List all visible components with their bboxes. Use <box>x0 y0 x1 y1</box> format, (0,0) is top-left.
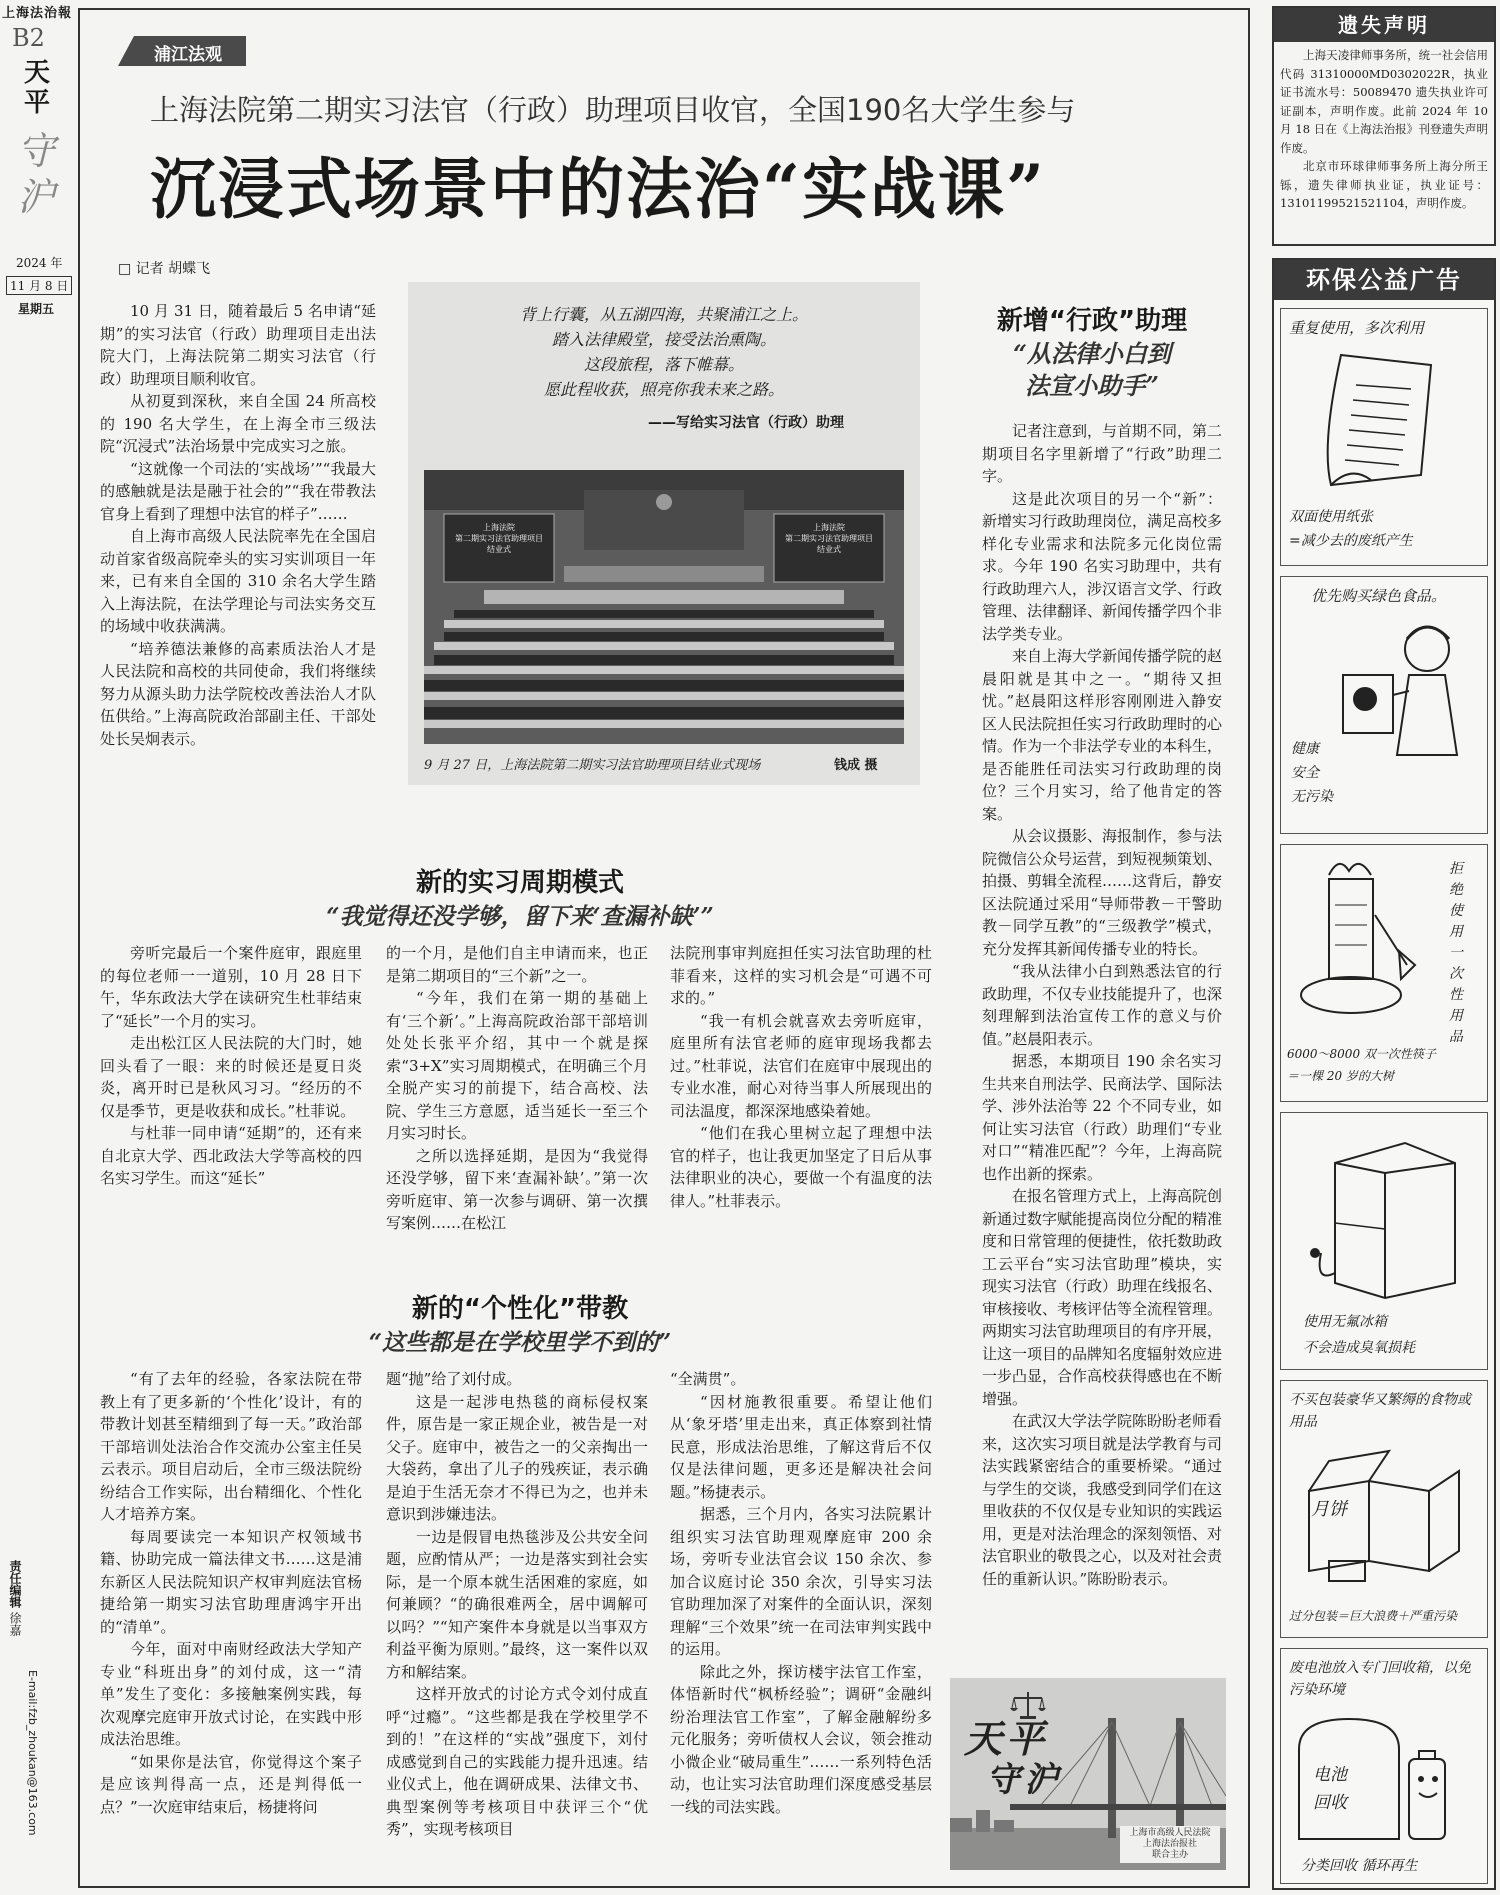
intro-paragraph: 从初夏到深秋，来自全国 24 所高校的 190 名大学生，在上海全市三级法院“沉浸式”法治场景中完成实习之旅。 <box>100 392 376 455</box>
section3-paragraph: “全满贯”。 <box>670 1370 746 1388</box>
poem-line: 背上行囊，从五湖四海，共聚浦江之上。 <box>519 305 808 324</box>
byline: □ 记者 胡蝶飞 <box>118 261 211 277</box>
bin-label: 电池 回收 <box>1313 1765 1347 1813</box>
section2-paragraph: 与杜菲一同申请“延期”的，还有来自北京大学、西北政法大学等高校的四名实习学生。而这“延长” <box>100 1124 362 1187</box>
eco-panel-caption: 过分包装＝巨大浪费＋严重污染 <box>1289 1609 1458 1623</box>
section-title-art: 守沪 <box>16 129 55 219</box>
photo-screen-line: 结业式 <box>487 545 511 554</box>
eco-ad <box>1272 258 1496 1890</box>
section3-paragraph: “如果你是法官，你觉得这个案子是应该判得高一点，还是判得低一点？”一次庭审结束后，杨捷将问 <box>100 1752 362 1816</box>
eco-ad-title: 环保公益广告 <box>1274 260 1494 300</box>
issue-date: 11 月 8 日 <box>6 276 72 295</box>
section2-heading: 新的实习周期模式 <box>415 868 624 898</box>
right-article-paragraph: 这是此次项目的另一个“新”：新增实习行政助理岗位，满足高校多样化专业需求和法院多元化岗位需求。今年 190 名实习助理中，共有行政助理六人，涉汉语言文学、行政管理、法律翻译、新闻传播学四个非法学类专业。 <box>982 489 1223 643</box>
right-article-paragraph: 在武汉大学法学院陈盼盼老师看来，这次实习项目就是法学教育与司法实践紧密结合的重要桥梁。“通过与学生的交谈，我感受到同学们在这里收获的不仅仅是专业知识的实践运用，更是对法治理念的深刻领悟、对法官职业的敬畏之心，以及对社会责任的重新认识。”陈盼盼表示。 <box>982 1412 1223 1588</box>
section3-heading: 新的“个性化”带教 <box>411 1294 629 1324</box>
box-label: 月饼 <box>1311 1499 1347 1520</box>
column-logo-box <box>950 1678 1226 1870</box>
logo-org-line: 联合主办 <box>1151 1850 1188 1860</box>
section3-paragraph: 今年，面对中南财经政法大学知产专业“科班出身”的刘付成，这一“清单”发生了变化：多接触案例实践，每次观摩完庭审开放式讨论，在实践中形成法治思维。 <box>100 1640 362 1748</box>
section2-paragraph: 走出松江区人民法院的大门时，她回头看了一眼：来的时候还是夏日炎炎，离开时已是秋风习习。“经历的不仅是季节，更是收获和成长。”杜菲说。 <box>100 1034 362 1120</box>
section3-paragraph: 每周要读完一本知识产权领域书籍、协助完成一篇法律文书……这是浦东新区人民法院知识产权审判庭法官杨捷给第一期实习法官助理唐鸿宇开出的“清单”。 <box>100 1527 362 1636</box>
intro-column <box>100 300 376 750</box>
editor-name: 徐嘉 <box>8 1611 22 1636</box>
photo-screen-right <box>778 522 880 555</box>
section3-column-2 <box>386 1368 648 1841</box>
poem <box>428 302 900 402</box>
poem-photo-box <box>408 282 920 785</box>
section-tag-label: 浦江法观 <box>154 45 222 65</box>
section2-paragraph: “我一有机会就喜欢去旁听庭审，庭里所有法官老师的庭审现场我都去过。”杜菲说，法官们在庭审中展现出的专业水准，耐心对待当事人所展现出的司法温度，都深深地感染着她。 <box>670 1011 932 1120</box>
intro-paragraph: 自上海市高级人民法院率先在全国启动首家省级高院牵头的实习实训项目一年来，已有来自全国的 310 余名大学生踏入上海法院，在法学理论与司法实务交互的场域中收获满满。 <box>100 527 376 635</box>
photo-screen-line: 第二期实习法官助理项目 <box>785 534 873 543</box>
logo-org-line: 上海市高级人民法院 <box>1129 1828 1211 1838</box>
logo-title-a: 天平 <box>964 1716 1049 1761</box>
editor-email: E-mail:fzb_zhoukan@163.com <box>26 1670 39 1836</box>
intro-paragraph: “这就像一个司法的‘实战场’”“我最大的感触就是法是融于社会的”“我在带教法官身上看到了理想中法官的样子”…… <box>100 459 376 523</box>
eco-panel-caption: 优先购买绿色食品。 <box>1311 587 1447 605</box>
section2-paragraph: 的一个月，是他们自主申请而来，也正是第二期项目的“三个新”之一。 <box>386 944 648 985</box>
photo-credit: 钱成 摄 <box>834 758 878 773</box>
headline-main: 沉浸式场景中的法治“实战课” <box>150 150 1046 228</box>
section3-paragraph: 一边是假冒电热毯涉及公共安全问题，应酌情从严；一边是落实到社会实际，是一个原本就生活困难的家庭，如何兼顾？“的确很难两全，居中调解可以吗？”“知产案件本身就是以当事双方利益平衡为原则。”最终，这一案件以双方和解结案。 <box>386 1527 648 1681</box>
eco-panel-battery <box>1280 1648 1488 1884</box>
right-article-paragraph: “我从法律小白到熟悉法官的行政助理，不仅专业技能提升了，也深刻理解到法治宣传工作的意义与价值。”赵晨阳表示。 <box>982 962 1223 1048</box>
section3-paragraph: 除此之外，探访楼宇法官工作室，体悟新时代“枫桥经验”；调研“金融纠纷治理法官工作室”，了解金融解纷多元化服务；旁听债权人会议，领会推动小微企业“破局重生”……一系列特色活动，也让实习法官助理们深度感受基层一线的司法实践。 <box>670 1662 932 1816</box>
right-article-paragraph: 在报名管理方式上，上海高院创新通过数字赋能提高岗位分配的精准度和日常管理的便捷性，依托数助政工云平台“实习法官助理”模块，实现实习法官（行政）助理在线报名、审核接收、考核评估等全流程管理。两期实习法官助理项目的有序开展，让这一项目的品牌知名度辐射效应进一步凸显，合作高校获得感也在不断增强。 <box>982 1187 1223 1408</box>
section2-column-2 <box>386 942 648 1235</box>
lost-notice-item: 北京市环球律师事务所上海分所王铄，遗失律师执业证，执业证号：13101199521521104，声明作废。 <box>1280 159 1488 210</box>
section-title-big: 天平 <box>23 58 50 118</box>
section2-paragraph: “今年，我们在第一期的基础上有‘三个新’。”上海高院政治部干部培训处处长张平介绍，其中一个就是探索“3+X”实习周期模式，在明确三个月全脱产实习的前提下，结合高校、法院、学生三方意愿，适当延长一至三个月实习时长。 <box>386 989 648 1142</box>
lost-notice-item: 上海天凌律师事务所，统一社会信用代码 31310000MD0302022R，执业证书流水号：50089470 遗失执业许可证副本，声明作废。此前 2024 年 10 月 18 日在《上海法治报》刊登遗失声明作废。 <box>1280 48 1488 155</box>
eco-panel-caption: 分类回收 循环再生 <box>1301 1858 1418 1874</box>
eco-panel-stump <box>1280 844 1488 1102</box>
right-article-paragraph: 记者注意到，与首期不同，第二期项目名字里新增了“行政”助理二字。 <box>982 422 1223 485</box>
eco-panel-shopper <box>1280 576 1488 834</box>
photo-screen-line: 上海法院 <box>813 523 845 532</box>
section2-paragraph: “他们在我心里树立起了理想中法官的样子，也让我更加坚定了日后从事法律职业的决心，要做一个有温度的法律人。”杜菲表示。 <box>670 1124 932 1210</box>
logo-org <box>1120 1826 1220 1863</box>
right-article-quote <box>980 338 1204 402</box>
section2-paragraph: 旁听完最后一个案件庭审，跟庭里的每位老师一一道别，10 月 28 日下午，华东政法大学在读研究生杜菲结束了“延长”一个月的实习。 <box>100 944 362 1030</box>
section3-paragraph: “因材施教很重要。希望让他们从‘象牙塔’里走出来，真正体察到社情民意，形成法治思维，了解这背后不仅仅是法律问题，更多还是解决社会问题。”杨捷表示。 <box>670 1392 932 1501</box>
section2-paragraph: 法院刑事审判庭担任实习法官助理的杜菲看来，这样的实习机会是“可遇不可求的。” <box>670 944 932 1007</box>
lost-notice-title: 遗失声明 <box>1274 8 1494 42</box>
eco-panel-caption: 6000～8000 双一次性筷子 ＝一棵 20 岁的大树 <box>1287 1047 1436 1083</box>
eco-panel-caption: 双面使用纸张 =减少去的废纸产生 <box>1289 509 1413 549</box>
page-number: B2 <box>12 24 45 52</box>
lost-notice-body <box>1274 42 1494 217</box>
eco-panel-paper <box>1280 308 1488 566</box>
section2-paragraph: 之所以选择延期，是因为“我觉得还没学够，留下来‘查漏补缺’。”第一次旁听庭审、第一次参与调研、第一次撰写案例……在松江 <box>386 1146 648 1232</box>
issue-weekday: 星期五 <box>18 302 55 316</box>
logo-title-b: 守沪 <box>986 1760 1062 1800</box>
intro-paragraph: “培养德法兼修的高素质法治人才是人民法院和高校的共同使命，我们将继续努力从源头助力法学院校改善法治人才队伍供给。”上海高院政治部副主任、干部处处长吴炯表示。 <box>100 639 376 748</box>
right-article-paragraph: 来自上海大学新闻传播学院的赵晨阳就是其中之一。“期待又担忧。”赵晨阳这样形容刚刚进入静安区人民法院担任实习行政助理时的心情。作为一个非法学专业的本科生，是否能胜任司法实习行政助理的岗位？三个月实习，给了他肯定的答案。 <box>982 647 1223 823</box>
section3-paragraph: 题“抛”给了刘付成。 <box>386 1370 522 1388</box>
poem-line: 踏入法律殿堂，接受法治熏陶。 <box>551 330 776 349</box>
intro-paragraph: 10 月 31 日，随着最后 5 名申请“延期”的实习法官（行政）助理项目走出法院大门，上海法院第二期实习法官（行政）助理项目顺利收官。 <box>100 302 376 388</box>
poem-line: 愿此程收获，照亮你我未来之路。 <box>543 380 784 399</box>
masthead-strip <box>0 0 74 1895</box>
tree-stump-icon <box>1289 855 1419 1025</box>
section3-paragraph: 这样开放式的讨论方式令刘付成直呼“过瘾”。“这些都是我在学校里学不到的！”在这样的“实战”强度下，刘付成感觉到自己的实践能力提升迅速。结业仪式上，他在调研成果、法律文书、典型案例等考核项目中获评三个“优秀”，实现考核项目 <box>386 1685 648 1838</box>
fridge-icon <box>1295 1133 1475 1303</box>
editor-label <box>8 1560 22 1636</box>
section3-column-3 <box>670 1368 932 1818</box>
photo-screen-line: 第二期实习法官助理项目 <box>455 534 543 543</box>
ceremony-photo <box>424 470 904 744</box>
lost-notice <box>1272 6 1496 246</box>
poem-signature: ——写给实习法官（行政）助理 <box>648 415 844 431</box>
eco-panel-caption: 重复使用，多次利用 <box>1289 319 1425 337</box>
eco-panel-caption: 拒绝使用一次性用品 <box>1449 861 1463 1045</box>
section-tag <box>118 36 246 66</box>
right-article-heading: 新增“行政”助理 <box>996 306 1188 336</box>
eco-panel-caption: 健康 安全 无污染 <box>1291 741 1333 805</box>
section2-column-1 <box>100 942 362 1190</box>
eco-panel-caption: 废电池放入专门回收箱，以免污染环境 <box>1289 1660 1471 1698</box>
section3-paragraph: 这是一起涉电热毯的商标侵权案件，原告是一家正规企业，被告是一对父子。庭审中，被告之一的父亲掏出一大袋药，拿出了儿子的残疾证，表示确是迫于生活无奈才不得已为之，也并未意识到涉嫌违法。 <box>386 1392 648 1523</box>
eco-panel-caption: 不买包装豪华又繁缛的食物或用品 <box>1289 1392 1471 1430</box>
right-article-quote-line: “从法律小白到 <box>1013 339 1171 368</box>
issue-year: 2024 年 <box>16 256 63 270</box>
section3-paragraph: “有了去年的经验，各家法院在带教上有了更多新的‘个性化’设计，有的带教计划甚至精细到了每一天。”政治部干部培训处法治合作交流办公室主任吴云表示。项目启动后，全市三级法院纷纷结合工作实际，出台精细化、个性化人才培养方案。 <box>100 1370 362 1523</box>
paper-icon <box>1311 345 1461 495</box>
right-article-paragraph: 从会议摄影、海报制作，参与法院微信公众号运营，到短视频策划、拍摄、剪辑全流程……这背后，静安区法院通过采用“导师带教－干警助教－同学互教”的“三级教学”模式，充分发挥其新闻传播专业的特长。 <box>982 827 1223 958</box>
photo-screen-line: 上海法院 <box>483 523 515 532</box>
right-article-paragraph: 据悉，本期项目 190 余名实习生共来自刑法学、民商法学、国际法学、涉外法治等 22 个不同专业，如何让实习法官（行政）助理们“专业对口”“精准匹配”？今年，上海高院也作出新的探索。 <box>982 1052 1223 1183</box>
section3-paragraph: 据悉，三个月内，各实习法院累计组织实习法官助理观摩庭审 200 余场，旁听专业法官会议 150 余次、参加合议庭讨论 350 余次，引导实习法官助理加深了对案件的全面认识，深刻理解“三个效果”统一在司法审判实践中的运用。 <box>670 1505 932 1658</box>
section2-column-3 <box>670 942 932 1212</box>
section3-column-1 <box>100 1368 362 1818</box>
section3-subtitle: “这些都是在学校里学不到的” <box>368 1329 672 1356</box>
eco-panel-caption: 使用无氟冰箱 不会造成臭氧损耗 <box>1303 1314 1415 1356</box>
headline-kicker: 上海法院第二期实习法官（行政）助理项目收官，全国190名大学生参与 <box>150 93 1076 127</box>
right-article-column <box>982 420 1222 1590</box>
photo-screen-line: 结业式 <box>817 545 841 554</box>
logo-org-line: 上海法治报社 <box>1142 1839 1197 1849</box>
eco-panel-box <box>1280 1380 1488 1638</box>
right-article-quote-line: 法宣小助手” <box>1025 371 1159 400</box>
editor-label-text: 责任编辑 <box>8 1560 22 1608</box>
photo-screen-left <box>448 522 550 555</box>
poem-line: 这段旅程，落下帷幕。 <box>583 355 744 374</box>
photo-caption: 9 月 27 日，上海法院第二期实习法官助理项目结业式现场 <box>424 758 761 773</box>
section2-subtitle: “我觉得还没学够，留下来‘查漏补缺’” <box>326 903 714 930</box>
eco-panel-fridge <box>1280 1112 1488 1370</box>
ceremony-photo-illustration <box>424 470 904 744</box>
paper-name: 上海法治報 <box>2 6 73 21</box>
